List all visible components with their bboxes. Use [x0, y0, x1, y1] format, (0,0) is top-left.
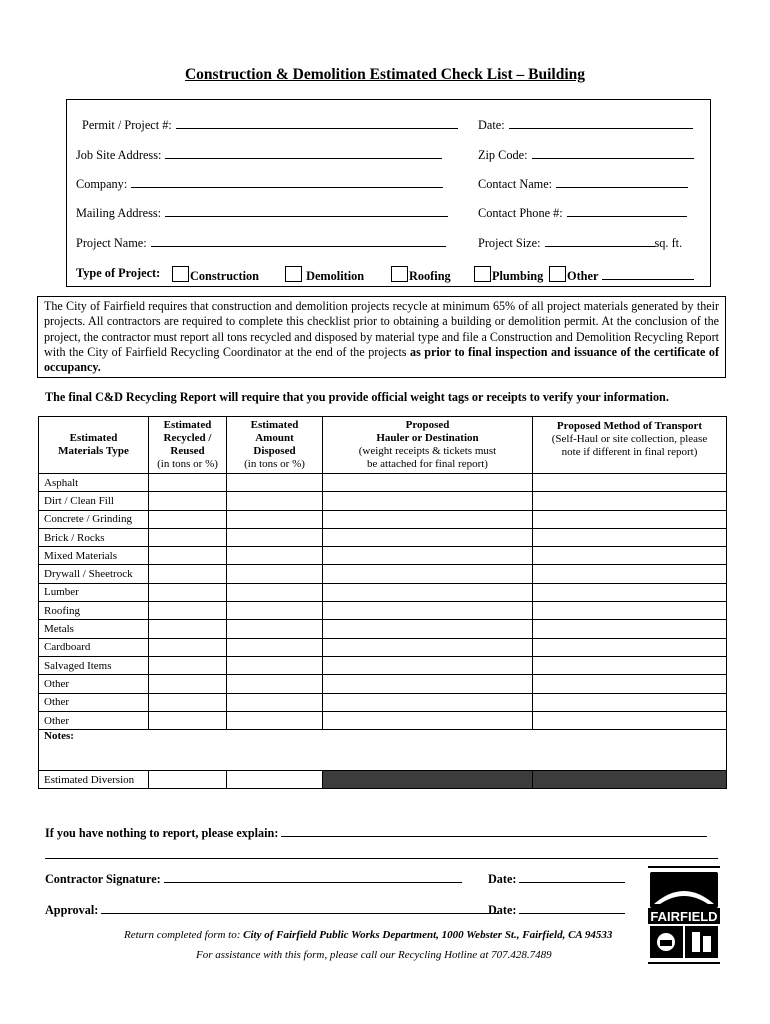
- roofing-checkbox[interactable]: [391, 266, 408, 282]
- page-title: Construction & Demolition Estimated Check List – Building: [184, 66, 585, 83]
- hauler-cell[interactable]: [323, 528, 533, 546]
- material-label: Drywall / Sheetrock: [39, 565, 149, 583]
- hauler-cell[interactable]: [323, 492, 533, 510]
- diversion-label: Estimated Diversion: [39, 771, 149, 789]
- mailing-address-field[interactable]: Mailing Address:: [76, 205, 448, 221]
- transport-cell[interactable]: [533, 693, 727, 711]
- explain-field[interactable]: If you have nothing to report, please explain:: [45, 824, 707, 841]
- table-row: [39, 565, 727, 583]
- notes-row[interactable]: [39, 730, 727, 771]
- date-field[interactable]: Date:: [478, 117, 693, 133]
- disposed-cell[interactable]: [227, 474, 323, 492]
- recycled-cell[interactable]: [149, 693, 227, 711]
- materials-table: [38, 416, 727, 789]
- approval-date-field[interactable]: Date:: [488, 901, 625, 918]
- material-label: Dirt / Clean Fill: [39, 492, 149, 510]
- hauler-cell[interactable]: [323, 474, 533, 492]
- project-info-box: [66, 99, 711, 287]
- plumbing-option[interactable]: Plumbing: [474, 266, 543, 284]
- contact-phone-field[interactable]: Contact Phone #:: [478, 205, 687, 221]
- hauler-cell[interactable]: [323, 693, 533, 711]
- transport-cell[interactable]: [533, 547, 727, 565]
- table-header-row: [39, 417, 727, 474]
- table-row: [39, 711, 727, 729]
- city-seal-icon: [646, 866, 722, 966]
- roofing-option[interactable]: Roofing: [391, 266, 451, 284]
- shaded-cell: [533, 771, 727, 789]
- material-label: Brick / Rocks: [39, 528, 149, 546]
- transport-header: Proposed Method of Transport (Self-Haul or site collection, please note if different in final report): [533, 417, 727, 474]
- recycled-cell[interactable]: [149, 620, 227, 638]
- transport-cell[interactable]: [533, 583, 727, 601]
- plumbing-checkbox[interactable]: [474, 266, 491, 282]
- disposed-cell[interactable]: [227, 565, 323, 583]
- recycled-cell[interactable]: [149, 656, 227, 674]
- construction-checkbox[interactable]: [172, 266, 189, 282]
- recycling-notice: The City of Fairfield requires that construction and demolition projects recycle at minimum 65% of all project materials generated by their projects. All contractors are required to complete this checklist prior to obtaining a building or demolition permit. At the conclusion of the project, the contractor must report all tons recycled and disposed by material type and file a Construction and Demolition Recycling Report with the City of Fairfield Recycling Coordinator at the end of the projects as prior to final inspection and issuance of the certificate of occupancy.: [37, 296, 726, 378]
- material-label: Metals: [39, 620, 149, 638]
- hauler-cell[interactable]: [323, 620, 533, 638]
- project-name-field[interactable]: Project Name:: [76, 235, 446, 251]
- final-report-note: The final C&D Recycling Report will require that you provide official weight tags or receipts to verify your information.: [45, 390, 669, 404]
- signature-date-field[interactable]: Date:: [488, 870, 625, 887]
- recycled-cell[interactable]: [149, 474, 227, 492]
- disposed-cell[interactable]: [227, 656, 323, 674]
- table-row: [39, 528, 727, 546]
- material-label: Roofing: [39, 602, 149, 620]
- explain-line-2[interactable]: [45, 858, 718, 859]
- table-row: [39, 675, 727, 693]
- demolition-option[interactable]: Demolition: [285, 266, 364, 284]
- project-type-row: Type of Project: Construction Demolition Roofing Plumbing Other: [76, 266, 704, 281]
- shaded-cell: [323, 771, 533, 789]
- recycled-cell[interactable]: [149, 528, 227, 546]
- transport-cell[interactable]: [533, 474, 727, 492]
- material-label: Mixed Materials: [39, 547, 149, 565]
- table-row: [39, 638, 727, 656]
- transport-cell[interactable]: [533, 510, 727, 528]
- hauler-cell[interactable]: [323, 711, 533, 729]
- hauler-cell[interactable]: [323, 510, 533, 528]
- disposed-header: Estimated Amount Disposed (in tons or %): [227, 417, 323, 474]
- diversion-recycled-cell[interactable]: [149, 771, 227, 789]
- disposed-cell[interactable]: [227, 492, 323, 510]
- table-row: [39, 510, 727, 528]
- recycled-header: Estimated Recycled / Reused (in tons or %): [149, 417, 227, 474]
- table-row: [39, 602, 727, 620]
- disposed-cell[interactable]: [227, 675, 323, 693]
- transport-cell[interactable]: [533, 528, 727, 546]
- material-label: Asphalt: [39, 474, 149, 492]
- disposed-cell[interactable]: [227, 602, 323, 620]
- zip-field[interactable]: Zip Code:: [478, 147, 694, 163]
- hauler-header: Proposed Hauler or Destination (weight receipts & tickets must be attached for final report): [323, 417, 533, 474]
- approval-field[interactable]: Approval:: [45, 901, 499, 918]
- notes-label[interactable]: Notes:: [39, 730, 727, 771]
- logo-text: FAIRFIELD: [650, 909, 718, 924]
- disposed-cell[interactable]: [227, 510, 323, 528]
- recycled-cell[interactable]: [149, 602, 227, 620]
- material-label: Concrete / Grinding: [39, 510, 149, 528]
- recycled-cell[interactable]: [149, 675, 227, 693]
- hauler-cell[interactable]: [323, 656, 533, 674]
- recycled-cell[interactable]: [149, 711, 227, 729]
- other-option[interactable]: Other: [549, 266, 694, 284]
- transport-cell[interactable]: [533, 711, 727, 729]
- hauler-cell[interactable]: [323, 583, 533, 601]
- recycled-cell[interactable]: [149, 492, 227, 510]
- job-site-field[interactable]: Job Site Address:: [76, 147, 442, 163]
- other-checkbox[interactable]: [549, 266, 566, 282]
- material-label: Other: [39, 711, 149, 729]
- transport-cell[interactable]: [533, 656, 727, 674]
- disposed-cell[interactable]: [227, 638, 323, 656]
- project-size-field[interactable]: Project Size: sq. ft.: [478, 236, 683, 250]
- construction-option[interactable]: Construction: [172, 266, 259, 284]
- estimated-diversion-row: [39, 771, 727, 789]
- hauler-cell[interactable]: [323, 547, 533, 565]
- hauler-cell[interactable]: [323, 602, 533, 620]
- assistance-note: For assistance with this form, please call our Recycling Hotline at 707.428.7489: [196, 949, 552, 961]
- table-row: [39, 656, 727, 674]
- permit-field[interactable]: Permit / Project #:: [82, 117, 458, 133]
- disposed-cell[interactable]: [227, 528, 323, 546]
- contact-name-field[interactable]: Contact Name:: [478, 176, 688, 192]
- recycled-cell[interactable]: [149, 583, 227, 601]
- disposed-cell[interactable]: [227, 583, 323, 601]
- transport-cell[interactable]: [533, 565, 727, 583]
- disposed-cell[interactable]: [227, 547, 323, 565]
- table-row: [39, 492, 727, 510]
- transport-cell[interactable]: [533, 638, 727, 656]
- diversion-disposed-cell[interactable]: [227, 771, 323, 789]
- hauler-cell[interactable]: [323, 565, 533, 583]
- transport-cell[interactable]: [533, 492, 727, 510]
- return-instructions: Return completed form to: City of Fairfield Public Works Department, 1000 Webster St., Fairfield, CA 94533: [124, 929, 613, 941]
- recycled-cell[interactable]: [149, 565, 227, 583]
- table-row: [39, 620, 727, 638]
- recycled-cell[interactable]: [149, 547, 227, 565]
- contractor-signature-field[interactable]: Contractor Signature:: [45, 870, 462, 887]
- material-label: Cardboard: [39, 638, 149, 656]
- disposed-cell[interactable]: [227, 711, 323, 729]
- materials-type-header: Estimated Materials Type: [39, 417, 149, 474]
- hauler-cell[interactable]: [323, 638, 533, 656]
- recycled-cell[interactable]: [149, 638, 227, 656]
- table-row: [39, 474, 727, 492]
- company-field[interactable]: Company:: [76, 176, 443, 192]
- table-row: [39, 583, 727, 601]
- disposed-cell[interactable]: [227, 693, 323, 711]
- table-row: [39, 693, 727, 711]
- material-label: Lumber: [39, 583, 149, 601]
- transport-cell[interactable]: [533, 675, 727, 693]
- demolition-checkbox[interactable]: [285, 266, 302, 282]
- transport-cell[interactable]: [533, 620, 727, 638]
- table-row: [39, 547, 727, 565]
- material-label: Other: [39, 675, 149, 693]
- hauler-cell[interactable]: [323, 675, 533, 693]
- recycled-cell[interactable]: [149, 510, 227, 528]
- disposed-cell[interactable]: [227, 620, 323, 638]
- material-label: Other: [39, 693, 149, 711]
- transport-cell[interactable]: [533, 602, 727, 620]
- material-label: Salvaged Items: [39, 656, 149, 674]
